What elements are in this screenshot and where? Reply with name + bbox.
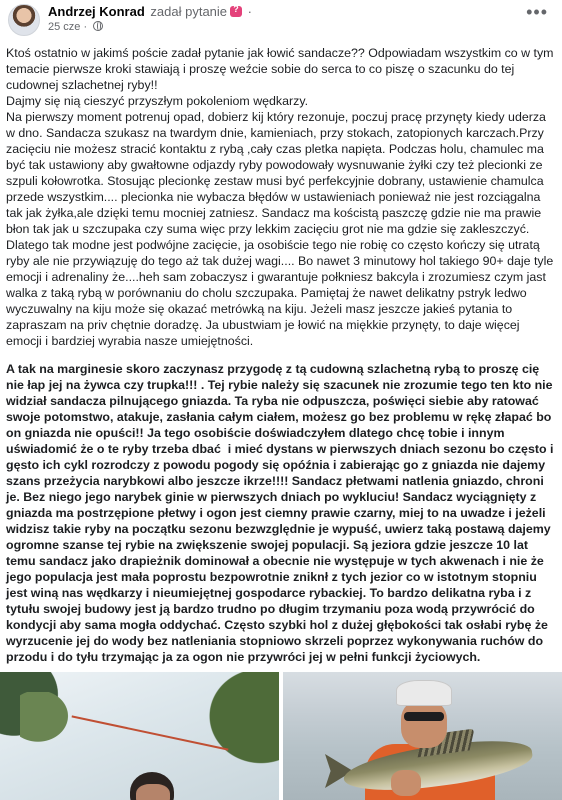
post-paragraph-bold: A tak na marginesie skoro zaczynasz przygodę z tą cudowną szlachetną rybą to proszę cię nie łap jej na żywca czy trupka!!! . Tej rybie należy się szacunek nie zrozumie tego ten kto nie widział sandacza pilnującego gniazda. Ta ryba nie odpuszcza, poświęci siebie aby ratować swoje potomstwo, atakuje, zasłania całym ciałem, możesz go bez problemu w rękę złapać bo on gniazda nie opuści!! Ja tego osobiście doświadczyłem dlatego chcę tobie i innym uświadomić że o te ryby trzeba dbać i mieć dystans w pierwszych dniach sezonu bo często i gęsto ich cykl rozrodczy z powodu pogody się opóźnia i zabierając go z gniazda nie dajemy szans przeżycia narybkowi albo jeszcze ikrze!!!! Sandacz płetwami natlenia gniazdo, chroni je. Bez niego jego narybek ginie w pierwszych dniach po wykluciu! Sandacz wyciągnięty z gniazda ma postrzępione płetwy i ogon jest ciemny prawie czarny, miej to na uwadze i jeżeli widzisz takie ryby na początku sezonu bezwzględnie je wypuść, uwierz taką postawą dajemy ogromne szanse tej rybie na zwiększenie swojej populacji. Są jeziora gdzie jeszcze 10 lat temu sandacz jako drapieżnik dominował a obecnie nie występuje w tych akwenach i nie że jego populacja jest mała poprostu bezpowrotnie zniknł z tych jezior co w istotnym stopniu jest winą nas wędkarzy i nieumiejętnej gospodarce rybackiej. To bardzo delikatna ryba i z tytułu swojej budowy jest ją bardzo trudno po długim trzymaniu poza wodą przywrócić do kondycji aby sama mogła oddychać. Często szybki hol z dużej głębokości tak osłabi rybę że wyrzucenie jej do wody bez natleniania stopniowo skrzeli poprzez wykonywania ruchów do przodu i do tyłu trzymając ja za ogon nie przywróci jej w pełni funkcji życiowych.	[6, 362, 557, 664]
angler-face	[136, 784, 170, 800]
post-paragraph: Dajmy się nią cieszyć przyszłym pokoleniom wędkarzy.	[6, 94, 309, 108]
post-header	[0, 0, 562, 40]
angler-hand	[391, 770, 421, 796]
author-name[interactable]: Andrzej Konrad	[48, 4, 145, 19]
post-meta	[48, 21, 103, 33]
post-text	[6, 45, 556, 665]
sunglasses-icon	[404, 712, 444, 721]
post-action-text: zadał pytanie	[150, 4, 228, 19]
angler-hat	[396, 680, 452, 706]
question-badge-icon	[230, 6, 242, 17]
post-paragraph: Na pierwszy moment potrenuj opad, dobierz kij który rezonuje, poczuj pracę przynęty kiedy uderza w dno. Sandacza szukasz na twardym dnie, kamieniach, przy stokach, zatopionych karczach.Przy zacięciu nie możesz stracić kontaktu z rybą ,cały czas pletka napięta. Podczas holu, chamulec ma być tak ustawiony aby gwałtowne odjazdy ryby powodowały wysnuwanie żyłki czy też plecionki ze szpuli kołowrotka. Stosując plecionkę zestaw musi być perfekcyjnie dobrany, ustawienie chamulca przede wszystkim.... plecionka nie wybacza błędów w ustawieniach ponieważ nie jest rozciągalna tak jak żyłka,ale dzięki temu mocniej zatniesz. Sandacz ma kościstą paszczę gdzie nie ma prawie błon tak jak u szczupaka czy suma więc przy lekkim zacięciu grot nie ma gdzie się zakleszczyć. Dlatego tak modne jest podwójne zacięcie, ja osobiście tego nie robię co często kończy się utratą ryby ale nie przywiązuję do tego aż tak dużej wagi.... Bo nawet 3 minutowy hol takiego 90+ daje tyle emocji i adrenaliny że....heh sam zobaczysz i gwarantuje połkniesz bakcyla i zrozumiesz czym jast walka z taką rybą w porównaniu do cholu szczupaka. Pamiętaj że nawet delikatny pstryk ledwo wyczuwalny na kiju może się okazać metrówką na kiju. Jeżeli masz jeszcze jakieś pytania to zapraszam na priv chętnie doradzę. Ja ubustwiam je łowić na miękkie przynęty, to daje więcej emocji i bardziej wyrabia nasze umiejętności.	[6, 110, 557, 348]
tree-foliage	[20, 692, 80, 752]
meta-separator: ·	[83, 21, 88, 33]
separator-dot: ·	[247, 4, 253, 19]
photo-angler-shore[interactable]	[0, 672, 279, 800]
photo-grid	[0, 672, 562, 800]
post-paragraph: Ktoś ostatnio w jakimś poście zadał pytanie jak łowić sandacze?? Odpowiadam wszystkim co w tym temacie pierwsze kroki stawiają i proszę weźcie sobie do serca to co piszę o szacunku do tej cudownej szlachetnej ryby!!	[6, 46, 557, 92]
author-line	[48, 4, 252, 19]
tree-foliage	[189, 672, 279, 782]
author-avatar[interactable]	[8, 4, 40, 36]
more-options-icon[interactable]: •••	[526, 2, 548, 22]
post-time[interactable]: 25 cze	[48, 21, 81, 33]
globe-icon	[93, 21, 103, 31]
angler-face	[401, 700, 447, 748]
photo-angler-with-zander[interactable]	[283, 672, 562, 800]
